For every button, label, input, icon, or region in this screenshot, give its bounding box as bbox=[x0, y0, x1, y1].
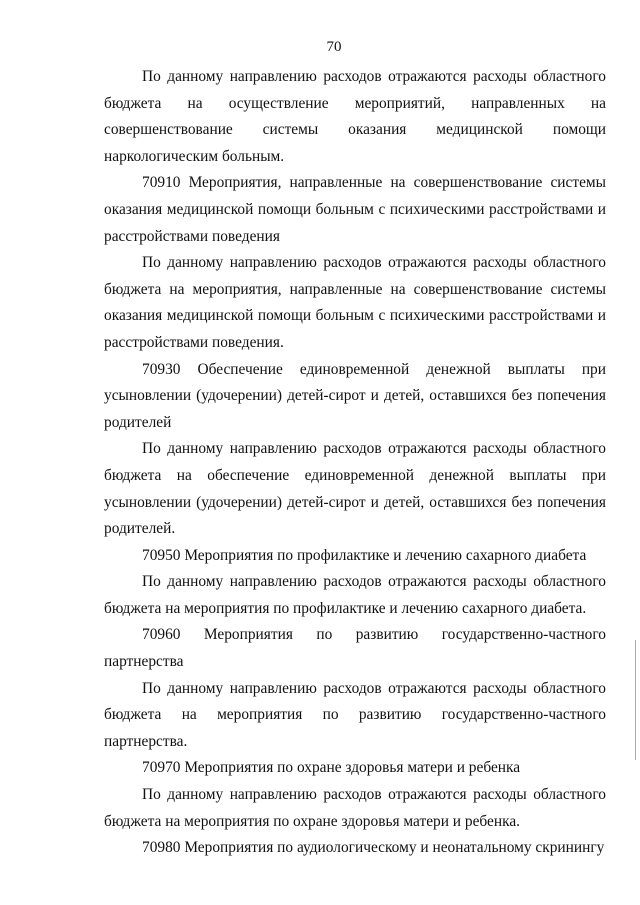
section-heading: 70970 Мероприятия по охране здоровья матери и ребенка bbox=[142, 759, 521, 777]
section-heading: 70960 Мероприятия по развитию государственно-частного партнерства bbox=[104, 626, 606, 671]
paragraph: По данному направлению расходов отражаются расходы областного бюджета на мероприятия по охране здоровья матери и ребенка. bbox=[104, 786, 606, 830]
section-heading: 70930 Обеспечение единовременной денежной выплаты при усыновлении (удочерении) детей-сирот и детей, оставшихся без попечения родителей bbox=[104, 360, 606, 431]
section-heading: 70950 Мероприятия по профилактике и лечению сахарного диабета bbox=[142, 546, 587, 564]
section-heading: 70910 Мероприятия, направленные на совершенствование системы оказания медицинской помощи больным с психическими расстройствами и расстройствами поведения bbox=[104, 174, 606, 245]
paragraph: По данному направлению расходов отражаются расходы областного бюджета на обеспечение единовременной денежной выплаты при усыновлении (удочерении) детей-сирот и детей, оставшихся без попечения родителей. bbox=[104, 440, 606, 538]
paragraph: По данному направлению расходов отражаются расходы областного бюджета на осуществление мероприятий, направленных на совершенствование системы оказания медицинской помощи наркологическим больным. bbox=[104, 68, 606, 165]
section-heading: 70980 Мероприятия по аудиологическому и неонатальному скринингу bbox=[142, 839, 605, 857]
page-number: 70 bbox=[326, 39, 342, 55]
scan-edge-mark bbox=[635, 640, 636, 760]
paragraph: По данному направлению расходов отражаются расходы областного бюджета на мероприятия по развитию государственно-частного партнерства. bbox=[104, 679, 606, 750]
paragraph: По данному направлению расходов отражаются расходы областного бюджета на мероприятия, направленные на совершенствование системы оказания медицинской помощи больным с психическими расстройствами и расстройствами поведения. bbox=[104, 254, 606, 351]
document-body bbox=[104, 64, 606, 862]
paragraph: По данному направлению расходов отражаются расходы областного бюджета на мероприятия по профилактике и лечению сахарного диабета. bbox=[104, 573, 606, 617]
